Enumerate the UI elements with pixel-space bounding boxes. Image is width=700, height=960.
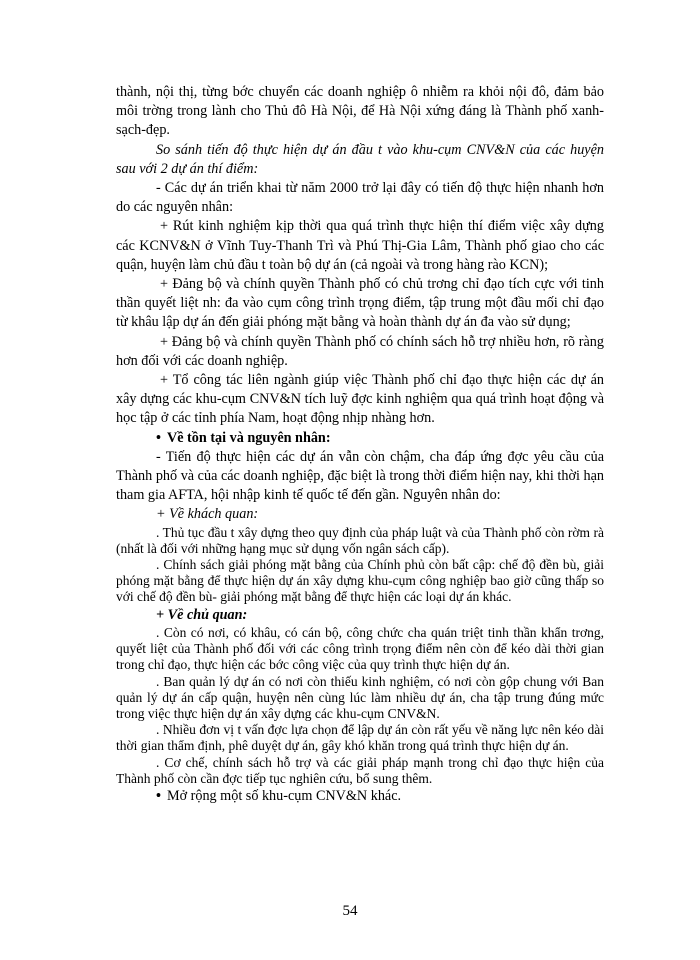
page-number: 54 bbox=[342, 903, 358, 919]
subjective-item-3: . Nhiều đơn vị t vấn đợc lựa chọn để lập dự án còn rất yếu về năng lực nên kéo dài thời gian thẩm định, phê duyệt dự án, gây khó khăn trong quá trình thực hiện dự án. bbox=[116, 722, 604, 754]
section-heading-comparison: So sánh tiến độ thực hiện dự án đầu t vào khu-cụm CNV&N của các huyện sau với 2 dự án thí điểm: bbox=[116, 141, 604, 177]
document-body bbox=[116, 83, 604, 806]
bullet-expand-clusters bbox=[116, 787, 604, 806]
objective-item-1: . Thủ tục đầu t xây dựng theo quy định của pháp luật và của Thành phố còn rờm rà (nhất là đối với những hạng mục sử dụng vốn ngân sách cấp). bbox=[116, 524, 604, 556]
subjective-item-2: . Ban quản lý dự án có nơi còn thiếu kinh nghiệm, có nơi còn gộp chung với Ban quản lý dự án cấp quận, huyện nên cùng lúc làm nhiều dự án, cha tập trung đúng mức trong việc thực hiện dự án xây dựng các khu-cụm CNV&N. bbox=[116, 673, 604, 721]
paragraph-faster-progress: - Các dự án triển khai từ năm 2000 trở lại đây có tiến độ thực hiện nhanh hơn do các nguyên nhân: bbox=[116, 180, 604, 216]
reason-item-2: + Đảng bộ và chính quyền Thành phố có chủ trơng chỉ đạo tích cực với tinh thần quyết liệt nh: đa vào cụm công trình trọng điểm, tập trung một đầu mối chỉ đạo từ khâu lập dự án đến giải phóng mặt bằng và hoàn thành dự án đa vào sử dụng; bbox=[116, 276, 604, 331]
bullet-heading-issues-text: Về tồn tại và nguyên nhân: bbox=[166, 429, 331, 446]
subjective-item-4: . Cơ chế, chính sách hỗ trợ và các giải pháp mạnh trong chỉ đạo thực hiện của Thành phố còn cần đợc tiếp tục nghiên cứu, bổ sung thêm. bbox=[116, 754, 604, 786]
paragraph-intro: thành, nội thị, từng bớc chuyển các doanh nghiệp ô nhiễm ra khỏi nội đô, đảm bảo môi trờng trong lành cho Thủ đô Hà Nội, để Hà Nội xứng đáng là Thành phố xanh-sạch-đẹp. bbox=[116, 84, 604, 139]
reason-item-1: + Rút kinh nghiệm kịp thời qua quá trình thực hiện thí điểm việc xây dựng các KCNV&N ở Vĩnh Tuy-Thanh Trì và Phú Thị-Gia Lâm, Thành phố giao cho các quận, huyện làm chủ đầu t toàn bộ dự án (cả ngoài và trong hàng rào KCN); bbox=[116, 218, 604, 273]
reason-item-3: + Đảng bộ và chính quyền Thành phố có chính sách hỗ trợ nhiều hơn, rõ ràng hơn đối với các doanh nghiệp. bbox=[116, 333, 604, 369]
subjective-item-1: . Còn có nơi, có khâu, có cán bộ, công chức cha quán triệt tinh thần khẩn trơng, quyết liệt của Thành phố đối với các công trình trọng điểm nên còn để kéo dài thời gian trong chỉ đạo, thực hiện các bớc công việc của quy trình thực hiện dự án. bbox=[116, 624, 604, 673]
bullet-icon: • bbox=[156, 429, 161, 446]
objective-item-2: . Chính sách giải phóng mặt bằng của Chính phủ còn bất cập: chế độ đền bù, giải phóng mặt bằng để thực hiện dự án xây dựng khu-cụm công nghiệp bao giờ cũng thấp so với chế độ đền bù- giải phóng mặt bằng để thực hiện các loại dự án khác. bbox=[116, 557, 604, 605]
bullet-heading-issues bbox=[116, 429, 604, 448]
subheading-objective: + Về khách quan: bbox=[156, 506, 259, 523]
bullet-expand-clusters-text: Mở rộng một số khu-cụm CNV&N khác. bbox=[166, 787, 402, 804]
paragraph-slow-progress: - Tiến độ thực hiện các dự án vẫn còn chậm, cha đáp ứng đợc yêu cầu của Thành phố và của các doanh nghiệp, đặc biệt là trong thời điểm hiện nay, khi thời hạn tham gia AFTA, hội nhập kinh tế quốc tế đến gần. Nguyên nhân do: bbox=[116, 448, 604, 504]
reason-item-4: + Tổ công tác liên ngành giúp việc Thành phố chỉ đạo thực hiện các dự án xây dựng các khu-cụm CNV&N tích luỹ đợc kinh nghiệm qua quá trình hoạt động và học tập ở các tỉnh phía Nam, hoạt động nhịp nhàng hơn. bbox=[116, 372, 604, 427]
bullet-icon: • bbox=[156, 787, 161, 804]
subheading-subjective: + Về chủ quan: bbox=[156, 606, 248, 623]
